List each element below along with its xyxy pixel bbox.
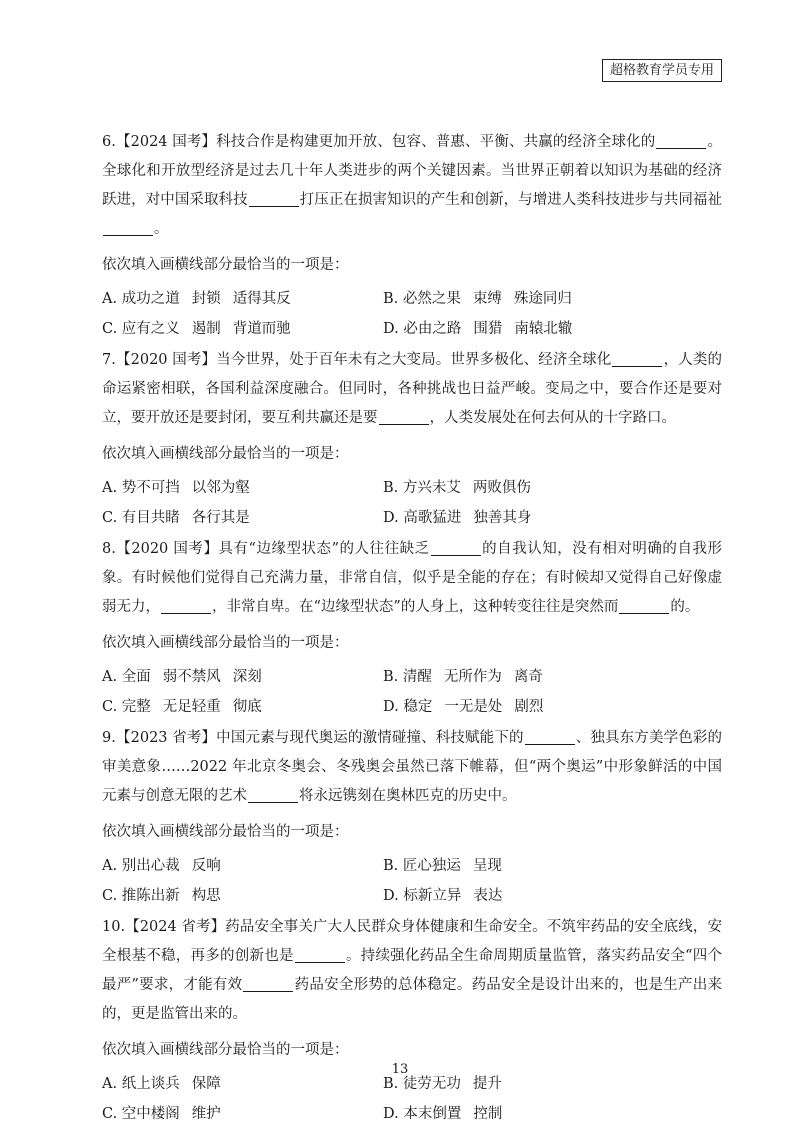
option-text: A. 别出心裁 bbox=[102, 858, 180, 874]
question-stem bbox=[102, 128, 722, 244]
option-text: D. 高歌猛进 bbox=[383, 510, 462, 526]
option-text: 反响 bbox=[191, 858, 221, 874]
answer-options bbox=[102, 284, 722, 344]
answer-options bbox=[102, 662, 722, 722]
option-text: C. 应有之义 bbox=[102, 321, 180, 337]
option-text: D. 本末倒置 bbox=[383, 1106, 462, 1122]
option-text: 无足轻重 bbox=[162, 699, 221, 715]
answer-option bbox=[383, 851, 703, 881]
answer-option bbox=[383, 473, 703, 503]
answer-option bbox=[102, 503, 383, 533]
question-list bbox=[102, 128, 722, 1131]
fill-in-blank bbox=[379, 408, 429, 425]
option-text: B. 清醒 bbox=[383, 669, 432, 685]
option-text: 控制 bbox=[473, 1106, 503, 1122]
stem-text: 8.【2020 国考】具有“边缘型状态”的人往往缺乏 bbox=[102, 541, 430, 557]
answer-option bbox=[102, 473, 383, 503]
answer-option bbox=[383, 662, 703, 692]
option-text: D. 标新立异 bbox=[383, 888, 462, 904]
option-text: 一无是处 bbox=[444, 699, 503, 715]
question-stem bbox=[102, 913, 722, 1029]
fill-in-blank bbox=[431, 539, 481, 556]
option-text: 无所作为 bbox=[443, 669, 502, 685]
question-prompt: 依次填入画横线部分最恰当的一项是： bbox=[102, 1042, 349, 1058]
question-stem bbox=[102, 346, 722, 433]
answer-option bbox=[102, 692, 383, 722]
fill-in-blank bbox=[248, 786, 298, 803]
option-text: A. 势不可挡 bbox=[102, 480, 180, 496]
answer-option bbox=[383, 314, 703, 344]
option-text: C. 空中楼阁 bbox=[102, 1106, 180, 1122]
option-text: A. 纸上谈兵 bbox=[102, 1076, 180, 1092]
option-text: 以邻为壑 bbox=[191, 480, 250, 496]
option-text: 维护 bbox=[191, 1106, 221, 1122]
stem-text: 。持续强化药品全生命周期质量监管，落实药品安全“四个最严”要求，才能有效 bbox=[102, 948, 722, 993]
question-prompt: 依次填入画横线部分最恰当的一项是： bbox=[102, 446, 349, 462]
stem-text: 的自我认知，没有相对明确的自我形象。有时候他们觉得自己充满力量，非常自信，似乎是全能的存在；有时候却又觉得自己好像虚弱无力， bbox=[102, 541, 722, 615]
option-text: B. 徒劳无功 bbox=[383, 1076, 461, 1092]
stem-text: ，人类发展处在何去何从的十字路口。 bbox=[429, 410, 676, 426]
answer-option bbox=[383, 692, 703, 722]
fill-in-blank bbox=[243, 975, 293, 992]
answer-option bbox=[102, 1099, 383, 1129]
option-text: 剧烈 bbox=[514, 699, 544, 715]
fill-in-blank bbox=[612, 350, 662, 367]
option-text: 提升 bbox=[472, 1076, 502, 1092]
fill-in-blank bbox=[249, 190, 299, 207]
fill-in-blank bbox=[161, 597, 211, 614]
answer-option bbox=[383, 284, 703, 314]
question-stem bbox=[102, 535, 722, 622]
option-text: 束缚 bbox=[472, 291, 502, 307]
option-text: C. 推陈出新 bbox=[102, 888, 180, 904]
stem-text: 打压正在损害知识的产生和创新，与增进人类科技进步与共同福祉 bbox=[299, 192, 722, 208]
option-text: 离奇 bbox=[513, 669, 543, 685]
option-text: 背道而驰 bbox=[232, 321, 291, 337]
fill-in-blank bbox=[295, 946, 345, 963]
option-text: 深刻 bbox=[232, 669, 262, 685]
option-text: 各行其是 bbox=[191, 510, 250, 526]
answer-option bbox=[102, 314, 383, 344]
answer-options bbox=[102, 473, 722, 533]
fill-in-blank bbox=[619, 597, 669, 614]
answer-options bbox=[102, 1069, 722, 1129]
stem-text: 6.【2024 国考】科技合作是构建更加开放、包容、普惠、平衡、共赢的经济全球化的 bbox=[102, 134, 656, 150]
question-prompt: 依次填入画横线部分最恰当的一项是： bbox=[102, 257, 349, 273]
question-prompt: 依次填入画横线部分最恰当的一项是： bbox=[102, 635, 349, 651]
answer-option bbox=[383, 503, 703, 533]
question-stem bbox=[102, 724, 722, 811]
stem-text: 7.【2020 国考】当今世界，处于百年未有之大变局。世界多极化、经济全球化 bbox=[102, 352, 612, 368]
option-text: B. 必然之果 bbox=[383, 291, 461, 307]
option-text: 两败俱伤 bbox=[472, 480, 531, 496]
option-text: B. 方兴未艾 bbox=[383, 480, 461, 496]
option-text: 构思 bbox=[191, 888, 221, 904]
option-text: D. 必由之路 bbox=[383, 321, 462, 337]
fill-in-blank bbox=[103, 219, 153, 236]
stem-text: 药品安全形势的总体稳定。药品安全是设计出来的，也是生产出来的，更是监管出来的。 bbox=[102, 977, 722, 1022]
option-text: C. 有目共睹 bbox=[102, 510, 180, 526]
question-prompt: 依次填入画横线部分最恰当的一项是： bbox=[102, 824, 349, 840]
stem-text: ，非常自卑。在“边缘型状态”的人身上，这种转变往往是突然而 bbox=[212, 599, 619, 615]
question-6 bbox=[102, 128, 722, 344]
answer-option bbox=[102, 851, 383, 881]
option-text: 封锁 bbox=[191, 291, 221, 307]
question-7 bbox=[102, 346, 722, 533]
page-number: 13 bbox=[391, 1062, 409, 1077]
option-text: C. 完整 bbox=[102, 699, 151, 715]
option-text: B. 匠心独运 bbox=[383, 858, 461, 874]
answer-option bbox=[102, 662, 383, 692]
fill-in-blank bbox=[525, 728, 575, 745]
question-8 bbox=[102, 535, 722, 722]
stem-text: 。 bbox=[154, 221, 169, 237]
option-text: 遏制 bbox=[191, 321, 221, 337]
option-text: 保障 bbox=[191, 1076, 221, 1092]
option-text: 表达 bbox=[473, 888, 503, 904]
option-text: 独善其身 bbox=[473, 510, 532, 526]
answer-option bbox=[383, 881, 703, 911]
stem-text: 9.【2023 省考】中国元素与现代奥运的激情碰撞、科技赋能下的 bbox=[102, 730, 524, 746]
option-text: D. 稳定 bbox=[383, 699, 433, 715]
option-text: 南辕北辙 bbox=[514, 321, 573, 337]
stem-text: 将永远镌刻在奥林匹克的历史中。 bbox=[299, 788, 517, 804]
stem-text: ，人类的命运紧密相联，各国利益深度融合。但同时，各种挑战也日益严峻。变局之中，要合作还是要对立，要开放还是要封闭，要互利共赢还是要 bbox=[102, 352, 723, 426]
stem-text: 。全球化和开放型经济是过去几十年人类进步的两个关键因素。当世界正朝着以知识为基础的经济跃进，对中国采取科技 bbox=[102, 134, 722, 208]
answer-option bbox=[102, 881, 383, 911]
option-text: 弱不禁风 bbox=[162, 669, 221, 685]
answer-options bbox=[102, 851, 722, 911]
answer-option bbox=[383, 1099, 703, 1129]
option-text: 呈现 bbox=[472, 858, 502, 874]
option-text: A. 成功之道 bbox=[102, 291, 180, 307]
answer-option bbox=[102, 284, 383, 314]
option-text: 彻底 bbox=[232, 699, 262, 715]
stem-text: 的。 bbox=[670, 599, 700, 615]
option-text: 围猎 bbox=[473, 321, 503, 337]
student-only-badge: 超格教育学员专用 bbox=[602, 59, 722, 82]
question-10 bbox=[102, 913, 722, 1129]
stem-text: 10.【2024 省考】药品安全事关广大人民群众身体健康和生命安全。不筑牢药品的安全底线，安全根基不稳，再多的创新也是 bbox=[102, 919, 722, 964]
fill-in-blank bbox=[656, 132, 706, 149]
option-text: 适得其反 bbox=[232, 291, 291, 307]
option-text: 殊途同归 bbox=[513, 291, 572, 307]
option-text: A. 全面 bbox=[102, 669, 151, 685]
stem-text: 、独具东方美学色彩的审美意象……2022 年北京冬奥会、冬残奥会虽然已落下帷幕，但“两个奥运”中形象鲜活的中国元素与创意无限的艺术 bbox=[102, 730, 723, 804]
question-9 bbox=[102, 724, 722, 911]
